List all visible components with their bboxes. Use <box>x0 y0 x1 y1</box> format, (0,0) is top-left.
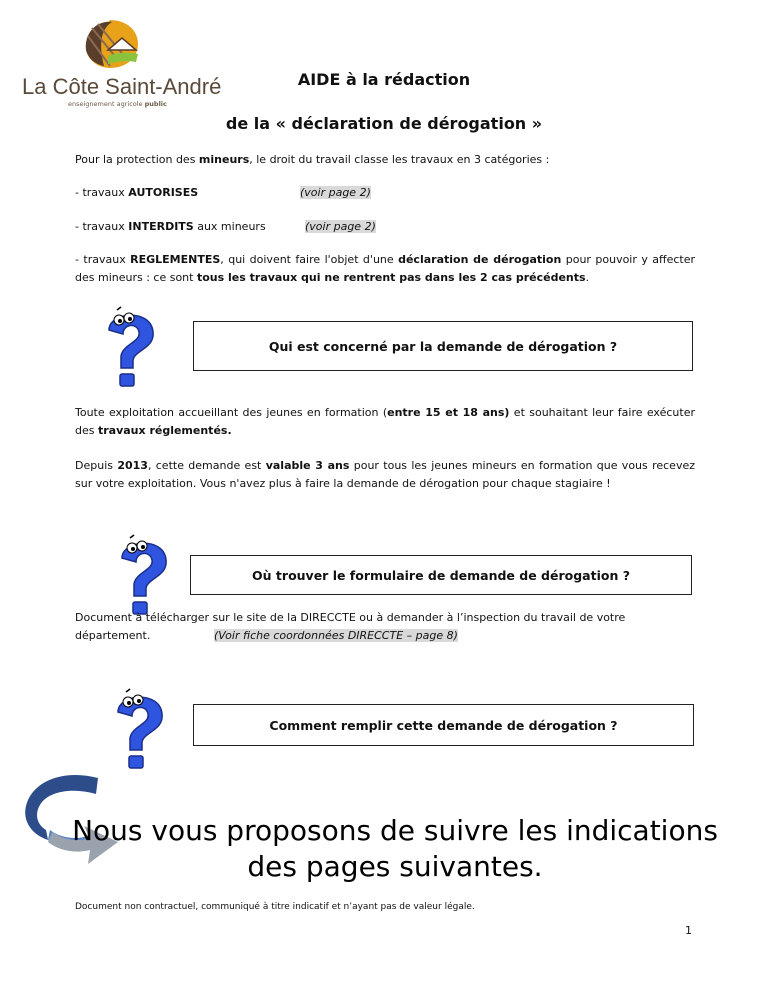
question-box-formulaire: Où trouver le formulaire de demande de dérogation ? <box>190 555 692 595</box>
logo-name: La Côte Saint-André <box>22 74 222 99</box>
formulaire-ref: (Voir fiche coordonnées DIRECCTE – page 8) <box>214 629 458 642</box>
question-box-remplir: Comment remplir cette demande de dérogation ? <box>193 704 694 746</box>
validite-paragraph: Depuis 2013, cette demande est valable 3 ans pour tous les jeunes mineurs en formation que vous recevez sur votre exploitation. Vous n'avez plus à faire la demande de dérogation pour chaque stagiaire ! <box>75 459 695 490</box>
intro-paragraph: Pour la protection des mineurs, le droit du travail classe les travaux en 3 catégories : <box>75 153 550 166</box>
logo-subtitle: enseignement agricole public <box>68 100 167 108</box>
title-line-1: AIDE à la rédaction <box>297 70 471 89</box>
logo <box>22 16 222 112</box>
concerne-paragraph: Toute exploitation accueillant des jeunes en formation (entre 15 et 18 ans) et souhaitant leur faire exécuter des travaux réglementés. <box>75 406 695 437</box>
question-mark-icon <box>108 530 178 620</box>
question-mark-icon <box>95 302 165 392</box>
proposition-text: Nous vous proposons de suivre les indications des pages suivantes. <box>72 814 718 883</box>
reglementes-paragraph: - travaux REGLEMENTES, qui doivent faire l'objet d'une déclaration de dérogation pour pouvoir y affecter des mineurs : ce sont tous les travaux qui ne rentrent pas dans les 2 cas précédents. <box>75 253 695 284</box>
logo-emblem-icon <box>78 16 142 72</box>
title-line-2: de la « déclaration de dérogation » <box>225 114 543 133</box>
question-box-concerne: Qui est concerné par la demande de dérogation ? <box>193 321 693 371</box>
item-autorises-ref: (voir page 2) <box>300 186 371 199</box>
item-autorises: - travaux AUTORISES <box>75 186 199 199</box>
formulaire-paragraph: Document à télécharger sur le site de la DIRECCTE ou à demander à l’inspection du travail de votre département. <box>75 611 626 642</box>
page-number: 1 <box>685 924 692 937</box>
item-interdits: - travaux INTERDITS aux mineurs <box>75 220 266 233</box>
item-interdits-ref: (voir page 2) <box>305 220 376 233</box>
disclaimer: Document non contractuel, communiqué à titre indicatif et n’ayant pas de valeur légale. <box>75 902 475 912</box>
